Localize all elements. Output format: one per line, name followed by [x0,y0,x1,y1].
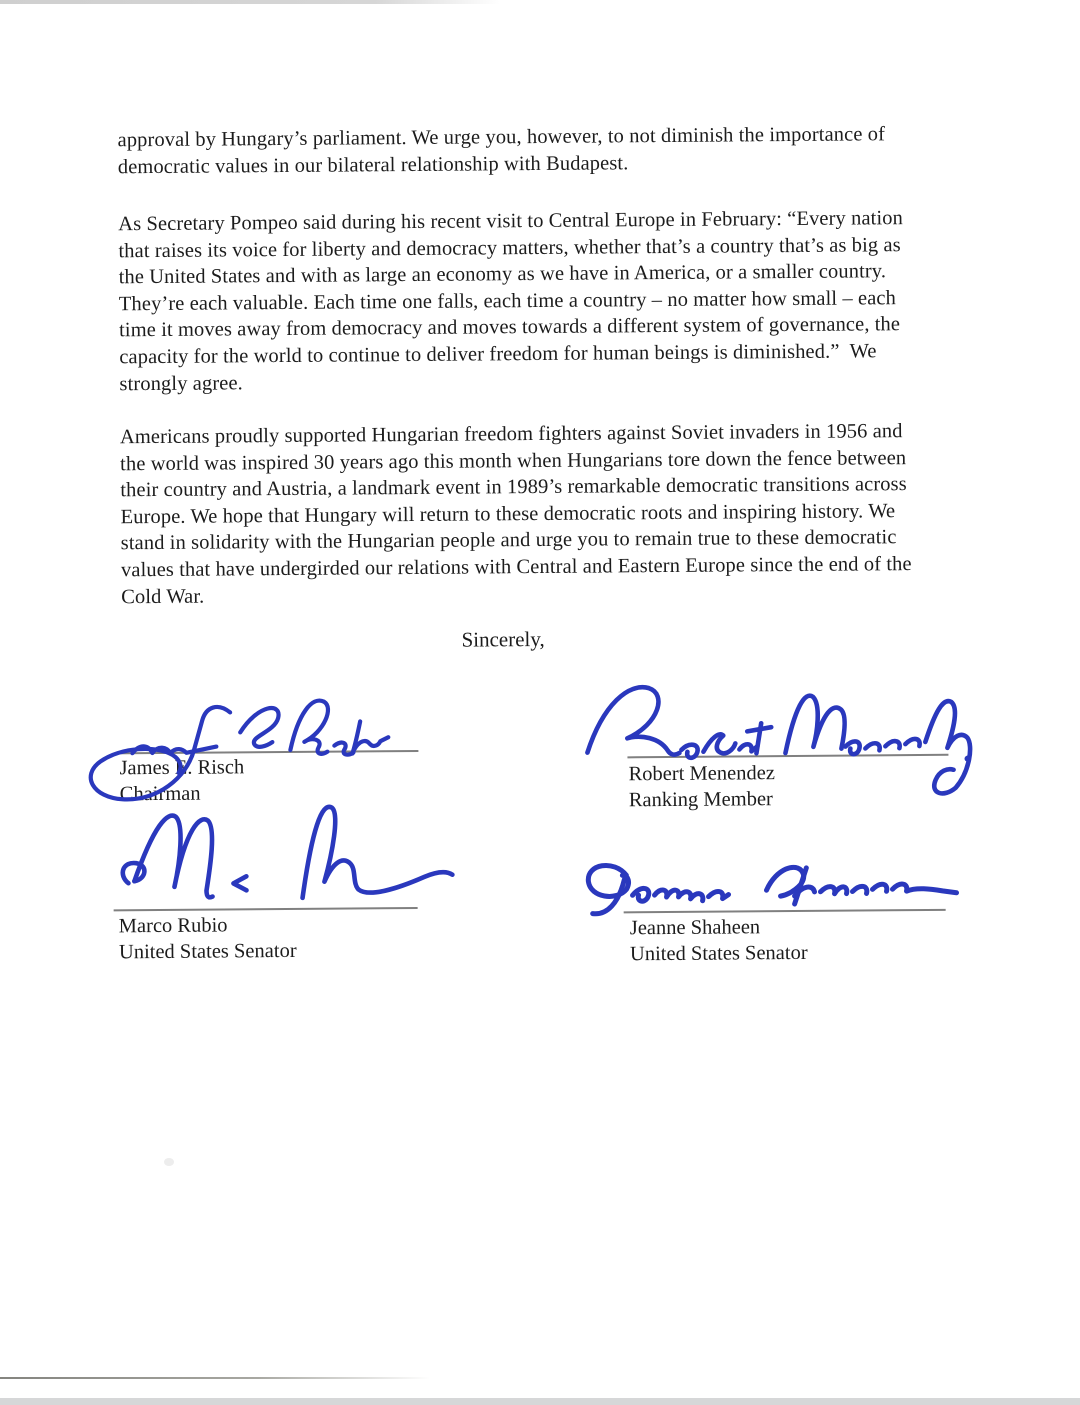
signatory-name-shaheen: Jeanne Shaheen [629,916,761,940]
paragraph-line: They’re each valuable. Each time one falls, each time a country – no matter how small – each [118,286,897,316]
paragraph-line: As Secretary Pompeo said during his recent visit to Central Europe in February: “Every nation [118,207,904,236]
scan-artifact-smudge [164,1158,174,1166]
paragraph-line: the United States and with as large an economy as we have in America, or a smaller country. [118,260,887,289]
signatory-name-risch: James E. Risch [119,756,245,780]
paragraph-line: their country and Austria, a landmark event in 1989’s remarkable democratic transitions across [120,473,907,502]
shaheen-signature [566,849,967,942]
paragraph-line: time it moves away from democracy and moves towards a different system of governance, the [118,313,901,342]
signature-line-risch [114,750,418,754]
closing-salutation: Sincerely, [461,626,545,652]
signature-line-shaheen [624,909,946,914]
rubio-signature [106,789,467,917]
scan-artifact-top-strip [0,0,500,4]
paragraph-line: values that have undergirded our relations with Central and Eastern Europe since the end of the [120,553,912,582]
paragraph-line: that raises its voice for liberty and democracy matters, whether that’s a country that’s as big as [118,233,901,262]
paragraph-line: Americans proudly supported Hungarian freedom fighters against Soviet invaders in 1956 and [119,420,903,449]
paragraph-line: strongly agree. [119,371,243,395]
paragraph-line: approval by Hungary’s parliament. We urge you, however, to not diminish the importance of [117,123,886,152]
signature-line-menendez [627,754,948,759]
paragraph-line: democratic values in our bilateral relationship with Budapest. [117,151,629,178]
paragraph-line: the world was inspired 30 years ago this month when Hungarians tore down the fence between [120,446,907,475]
paragraph-budapest [117,121,947,181]
signatory-title-menendez: Ranking Member [628,788,773,812]
signatory-name-menendez: Robert Menendez [628,762,775,786]
scan-artifact-bottom-band [0,1398,1080,1405]
paragraph-line: capacity for the world to continue to deliver freedom for human beings is diminished.” We [119,340,877,369]
paragraph-hungarian-history [120,418,951,611]
paragraph-pompeo-quote [118,205,949,398]
paragraph-line: stand in solidarity with the Hungarian people and urge you to remain true to these democratic [120,526,897,555]
scan-artifact-bottom-line [0,1377,430,1379]
signatory-title-shaheen: United States Senator [629,941,808,966]
signatory-name-rubio: Marco Rubio [118,914,228,938]
signatory-title-rubio: United States Senator [118,939,297,964]
paragraph-line: Cold War. [121,585,205,608]
signature-line-rubio [114,907,418,911]
paragraph-line: Europe. We hope that Hungary will return to these democratic roots and inspiring history. We [120,499,896,529]
signatory-title-risch: Chairman [119,782,201,806]
